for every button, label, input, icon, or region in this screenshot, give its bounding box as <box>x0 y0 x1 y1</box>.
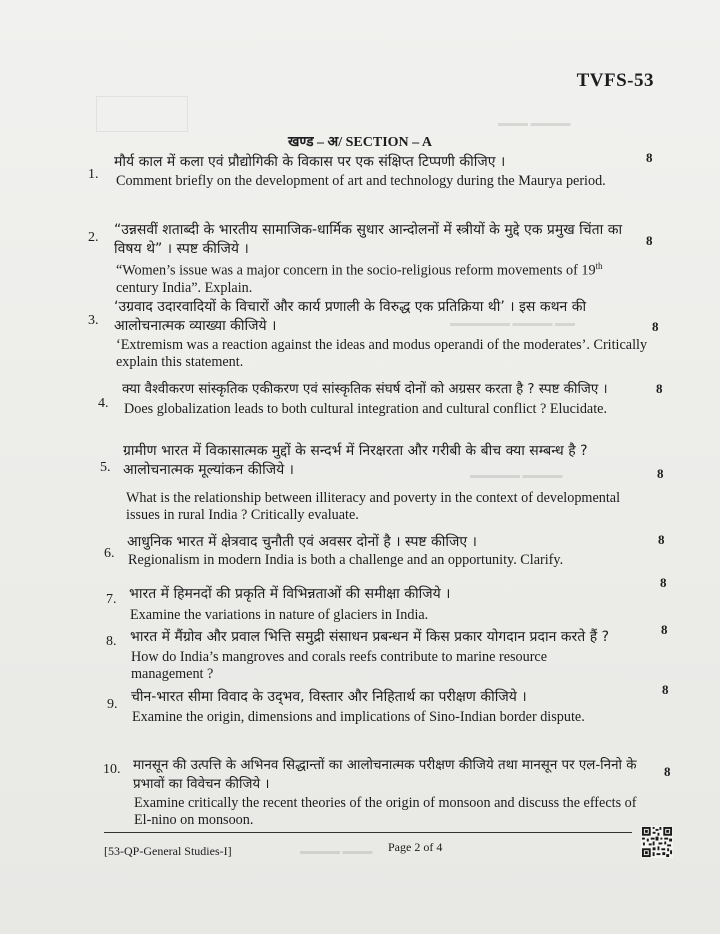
question-english-part: century India”. Explain. <box>116 279 253 296</box>
question-hindi: भारत में मैंग्रोव और प्रवाल भित्ति समुद्री संसाधन प्रबन्धन में किस प्रकार योगदान प्रदान करते हैं ? <box>130 629 610 645</box>
question-english: How do India’s mangroves and corals reefs contribute to marine resource management ? <box>131 649 548 682</box>
qr-code-icon <box>641 826 673 858</box>
question-number: 1. <box>88 167 99 182</box>
question-hindi: क्या वैश्वीकरण सांस्कृतिक एकीकरण एवं सांस्कृतिक संघर्ष दोनों को अग्रसर करता है ? स्पष्ट कीजिए । <box>122 382 608 397</box>
question-english: Examine critically the recent theories of the origin of monsoon and discuss the effects of El-nino on monsoon. <box>134 795 637 828</box>
question-english: Examine the origin, dimensions and implications of Sino-Indian border dispute. <box>132 709 585 725</box>
question-marks: 8 <box>657 466 664 481</box>
question-marks: 8 <box>658 532 665 547</box>
question-hindi: चीन-भारत सीमा विवाद के उद्‌भव, विस्तार और निहितार्थ का परीक्षण कीजिये । <box>131 689 527 705</box>
question-english-ordinal: 19 <box>581 262 596 279</box>
show-through-text: ▬▬▬▬▬▬ ▬▬▬▬ ▬▬ <box>450 318 575 329</box>
show-through-text: ▬▬▬▬ ▬▬▬ <box>300 846 373 857</box>
question-hindi: मानसून की उत्पत्ति के अभिनव सिद्धान्तों का आलोचनात्मक परीक्षण कीजिये तथा मानसून पर एल-निनो के प्रभावों का विवेचन कीजिये । <box>133 758 637 792</box>
question-number: 3. <box>88 313 99 328</box>
question-hindi: मौर्य काल में कला एवं प्रौद्योगिकी के विकास पर एक संक्षिप्त टिप्पणी कीजिए । <box>114 154 506 170</box>
question-english: Examine the variations in nature of glaciers in India. <box>130 607 429 623</box>
question-marks: 8 <box>646 233 653 248</box>
question-marks: 8 <box>661 622 668 637</box>
question-english-ordinal-suffix: th <box>595 261 603 271</box>
section-title: खण्ड – अ/ SECTION – A <box>287 135 433 150</box>
question-marks: 8 <box>646 150 653 165</box>
show-through-text: ▬▬▬▬▬ ▬▬▬▬ <box>470 470 563 481</box>
question-marks: 8 <box>652 319 659 334</box>
show-through-text: ▬▬▬ ▬▬▬▬ <box>498 118 571 129</box>
question-number: 5. <box>100 460 111 475</box>
question-english <box>116 258 636 297</box>
question-english-part: “Women’s issue was a major concern in the socio-religious reform movements of <box>116 262 582 279</box>
question-english: Regionalism in modern India is both a challenge and an opportunity. Clarify. <box>128 552 564 568</box>
question-number: 9. <box>107 697 118 712</box>
question-hindi: आधुनिक भारत में क्षेत्रवाद चुनौती एवं अवसर दोनों है । स्पष्ट कीजिए । <box>127 534 477 550</box>
question-marks: 8 <box>664 764 671 779</box>
question-number: 6. <box>104 546 115 561</box>
question-marks: 8 <box>656 381 663 396</box>
question-number: 4. <box>98 396 109 411</box>
question-hindi: ग्रामीण भारत में विकासात्मक मुद्दों के सन्दर्भ में निरक्षरता और गरीबी के बीच क्या सम्बन्ध है ? आलोचनात्मक मूल्यांकन कीजिये । <box>123 443 588 478</box>
question-number: 8. <box>106 634 117 649</box>
question-hindi: ‘उग्रवाद उदारवादियों के विचारों और कार्य प्रणाली के विरुद्ध एक प्रतिक्रिया थी’ । इस कथन की आलोचनात्मक व्याख्या कीजिये । <box>114 299 587 334</box>
question-marks: 8 <box>662 682 669 697</box>
page-number: Page 2 of 4 <box>388 840 443 854</box>
question-hindi: “उन्नसवीं शताब्दी के भारतीय सामाजिक-धार्मिक सुधार आन्दोलनों में स्त्रीयों के मुद्दे एक प्रमुख चिंता का विषय थे” । स्पष्ट कीजिये । <box>114 222 623 257</box>
question-english: What is the relationship between illiteracy and poverty in the context of developmental issues in rural India ? Critically evaluate. <box>126 490 621 523</box>
question-number: 2. <box>88 230 99 245</box>
question-marks: 8 <box>660 575 667 590</box>
question-english: Comment briefly on the development of art and technology during the Maurya period. <box>116 173 606 189</box>
paper-code: TVFS-53 <box>576 70 654 91</box>
question-number: 10. <box>103 762 121 777</box>
paper-reference: [53-QP-General Studies-I] <box>104 844 232 858</box>
question-number: 7. <box>106 592 117 607</box>
question-english: ‘Extremism was a reaction against the ideas and modus operandi of the moderates’. Critically explain this statement. <box>116 337 648 370</box>
question-english: Does globalization leads to both cultural integration and cultural conflict ? Elucidate. <box>124 401 608 417</box>
question-hindi: भारत में हिमनदों की प्रकृति में विभिन्नताओं की समीक्षा कीजिये । <box>129 586 451 602</box>
footer-divider <box>104 832 632 833</box>
